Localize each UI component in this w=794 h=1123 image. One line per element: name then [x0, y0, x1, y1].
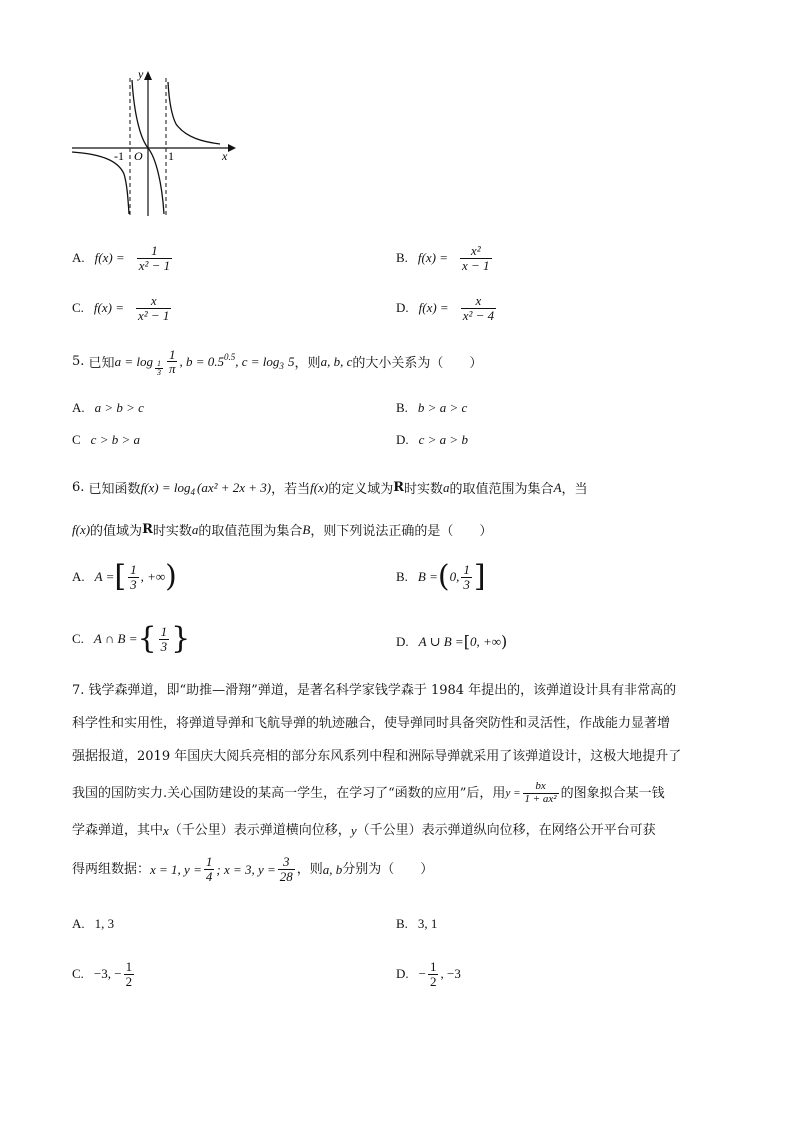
log-arg: 5	[288, 353, 295, 369]
numerator: 3	[283, 853, 290, 869]
fx: f(x) =	[93, 300, 124, 316]
neg-one-label: -1	[114, 149, 124, 163]
set-b: B	[302, 521, 311, 537]
stem-text: 得两组数据：	[72, 861, 151, 877]
q5-stem	[72, 346, 482, 378]
numerator: 1	[125, 959, 133, 974]
stem-text: 时实数	[404, 482, 444, 497]
stem-text: 分别为（ ）	[342, 861, 434, 877]
option-letter: D.	[396, 966, 409, 982]
q6-stem-line2	[72, 520, 492, 539]
stem-text: ，若当	[271, 482, 311, 497]
fx: f(x) =	[418, 300, 449, 316]
option-rest: , +∞	[140, 569, 166, 584]
denominator: π	[168, 361, 176, 377]
stem-text: 的取值范围为集合	[198, 524, 303, 539]
stem-text: ，则	[296, 861, 323, 877]
q4-option-a[interactable]	[72, 244, 174, 272]
option-letter: D.	[396, 300, 409, 316]
numerator: 1	[130, 561, 137, 577]
option-pre: −3, −	[93, 966, 122, 982]
stem-text: 学森弹道，其中	[72, 822, 164, 838]
numerator: 1	[156, 359, 161, 368]
stem-text: 我国的国防实力.关心国防建设的某高一学生，在学习了“函数的应用”后，用	[72, 785, 506, 801]
q7-option-c[interactable]	[72, 960, 136, 988]
option-letter: A.	[72, 400, 85, 415]
math-x: x	[163, 822, 169, 838]
question-number: 5.	[72, 354, 85, 370]
math-fx: f(x)	[310, 479, 329, 495]
question-number: 6.	[72, 480, 85, 495]
fx: f(x) =	[94, 250, 125, 266]
numerator: x²	[470, 243, 481, 258]
option-rest: 0, +∞	[469, 633, 501, 649]
option-letter: B.	[396, 250, 408, 266]
numerator: x	[150, 293, 157, 308]
numerator: 1	[429, 959, 437, 974]
option-letter: D.	[396, 633, 409, 649]
denominator: 3	[463, 576, 470, 592]
math-y: y =	[505, 786, 521, 799]
option-text: c > b > a	[90, 432, 140, 447]
option-letter: B.	[396, 400, 408, 415]
stem-text: （千公里）表示弹道横向位移，	[168, 822, 351, 838]
denominator: x² − 1	[138, 257, 171, 273]
stem-text: ，当	[561, 482, 588, 497]
stem-line: 科学性和实用性，将弹道导弹和飞航导弹的轨迹融合，使导弹同时具备突防性和灵活性，作战能力显著增	[72, 716, 671, 731]
stem-text: （千公里）表示弹道纵向位移，在网络公开平台可获	[356, 822, 656, 838]
q4-option-b[interactable]	[396, 244, 494, 272]
math-a: a	[191, 521, 199, 537]
denominator: 2	[125, 973, 133, 989]
option-lhs: A =	[94, 569, 115, 584]
denominator: 3	[130, 576, 137, 592]
option-letter: C.	[72, 966, 84, 982]
option-letter: D.	[396, 432, 409, 447]
option-text: c > a > b	[418, 432, 468, 447]
denominator: 4	[205, 868, 213, 884]
option-pre: −	[418, 966, 426, 982]
denominator: 3	[160, 638, 168, 654]
stem-text: 的值域为	[90, 524, 143, 539]
option-pre: 0,	[449, 569, 460, 584]
stem-text: 的图象拟合某一钱	[560, 785, 665, 801]
stem-line: 强据报道，2019 年国庆大阅兵亮相的部分东风系列中程和洲际导弹就采用了该弹道设计，这极大地提升了	[72, 749, 682, 764]
stem-line: 7. 钱学森弹道，即“助推—滑翔”弹道，是著名科学家钱学森于 1984 年提出的，该弹道设计具有非常高的	[72, 683, 677, 698]
x-axis-label: x	[222, 149, 228, 163]
fx: f(x) =	[417, 250, 448, 266]
stem-text: 的大小关系为（ ）	[352, 356, 483, 372]
option-letter: A.	[72, 250, 85, 266]
math-vars: a, b	[322, 861, 343, 877]
numerator: 1	[168, 346, 176, 362]
q5-option-d[interactable]	[396, 432, 468, 448]
q5-option-c[interactable]	[72, 432, 140, 448]
q4-option-d[interactable]	[396, 294, 498, 322]
stem-text: 时实数	[152, 524, 192, 539]
math-fx: f(x) = log	[140, 479, 191, 495]
set-a: A	[553, 479, 562, 495]
q6-option-d[interactable]: D. A ∪ B = [ 0, +∞ )	[396, 632, 508, 651]
math-fx: f(x)	[72, 521, 91, 537]
numerator: x	[475, 293, 482, 308]
q6-option-a[interactable]: A. A = [ $\frac{1}{3}$ , +∞ )	[72, 559, 177, 594]
denominator: 3	[156, 368, 161, 378]
one-label: 1	[168, 149, 174, 163]
log-base: 4	[190, 486, 195, 497]
option-lhs: B =	[417, 569, 438, 584]
log-base: 3	[279, 360, 284, 371]
denominator: 28	[279, 868, 293, 884]
stem-text: 的定义域为	[328, 482, 394, 497]
q4-option-c[interactable]	[72, 294, 173, 322]
q6-option-c[interactable]: C. A ∩ B = { $\frac{1}{3}$ }	[72, 621, 191, 656]
math-a: a = log	[114, 353, 153, 369]
q7-option-d[interactable]	[396, 960, 461, 988]
option-rest: , −3	[440, 966, 461, 982]
function-graph	[70, 68, 240, 218]
denominator: x − 1	[461, 257, 490, 273]
q7-stem	[72, 674, 732, 891]
math-c: , c = log	[235, 353, 280, 369]
math-data: x = 1, y =	[150, 861, 202, 877]
option-text: b > a > c	[417, 400, 468, 415]
option-letter: A.	[72, 569, 85, 584]
q6-stem-line1	[72, 478, 588, 497]
denominator: x² − 1	[137, 307, 170, 323]
option-letter: C	[72, 432, 81, 447]
q5-option-a[interactable]	[72, 400, 144, 416]
option-lhs: A ∪ B =	[418, 633, 464, 649]
q7-option-a[interactable]	[72, 916, 114, 932]
real-set: R	[142, 522, 153, 537]
denominator: x² − 4	[462, 307, 495, 323]
option-letter: B.	[396, 569, 408, 584]
numerator: 1	[463, 561, 470, 577]
stem-text: ，则下列说法正确的是（ ）	[310, 524, 493, 539]
math-vars: a, b, c	[320, 353, 353, 369]
stem-text: 已知函数	[88, 482, 141, 497]
stem-text: 已知	[88, 356, 115, 372]
numerator: 1	[151, 243, 158, 258]
option-text: a > b > c	[94, 400, 144, 415]
math-data: ; x = 3, y =	[216, 861, 276, 877]
denominator: 1 + ax²	[524, 792, 557, 805]
q6-option-b[interactable]: B. B = ( 0, $\frac{1}{3}$ ]	[396, 559, 486, 594]
log-arg: (ax² + 2x + 3)	[197, 479, 272, 495]
stem-text: ，则	[294, 356, 321, 372]
option-letter: A.	[72, 916, 85, 931]
stem-text: 的取值范围为集合	[449, 482, 554, 497]
option-text: 3, 1	[417, 916, 438, 931]
option-letter: B.	[396, 916, 408, 931]
q5-option-b[interactable]	[396, 400, 467, 416]
origin-label: O	[134, 149, 143, 163]
numerator: 1	[205, 853, 213, 869]
denominator: 2	[429, 973, 437, 989]
option-text: 1, 3	[94, 916, 115, 931]
numerator: 1	[160, 623, 168, 639]
real-set: R	[393, 480, 405, 495]
option-lhs: A ∩ B =	[93, 631, 138, 646]
exponent: 0.5	[224, 351, 236, 362]
q7-option-b[interactable]	[396, 916, 437, 932]
math-b: , b = 0.5	[179, 353, 224, 369]
option-letter: C.	[72, 300, 84, 316]
y-axis-label: y	[138, 68, 144, 81]
numerator: bx	[535, 779, 546, 792]
option-letter: C.	[72, 631, 84, 646]
math-a: a	[443, 479, 450, 495]
math-y: y	[350, 822, 357, 838]
